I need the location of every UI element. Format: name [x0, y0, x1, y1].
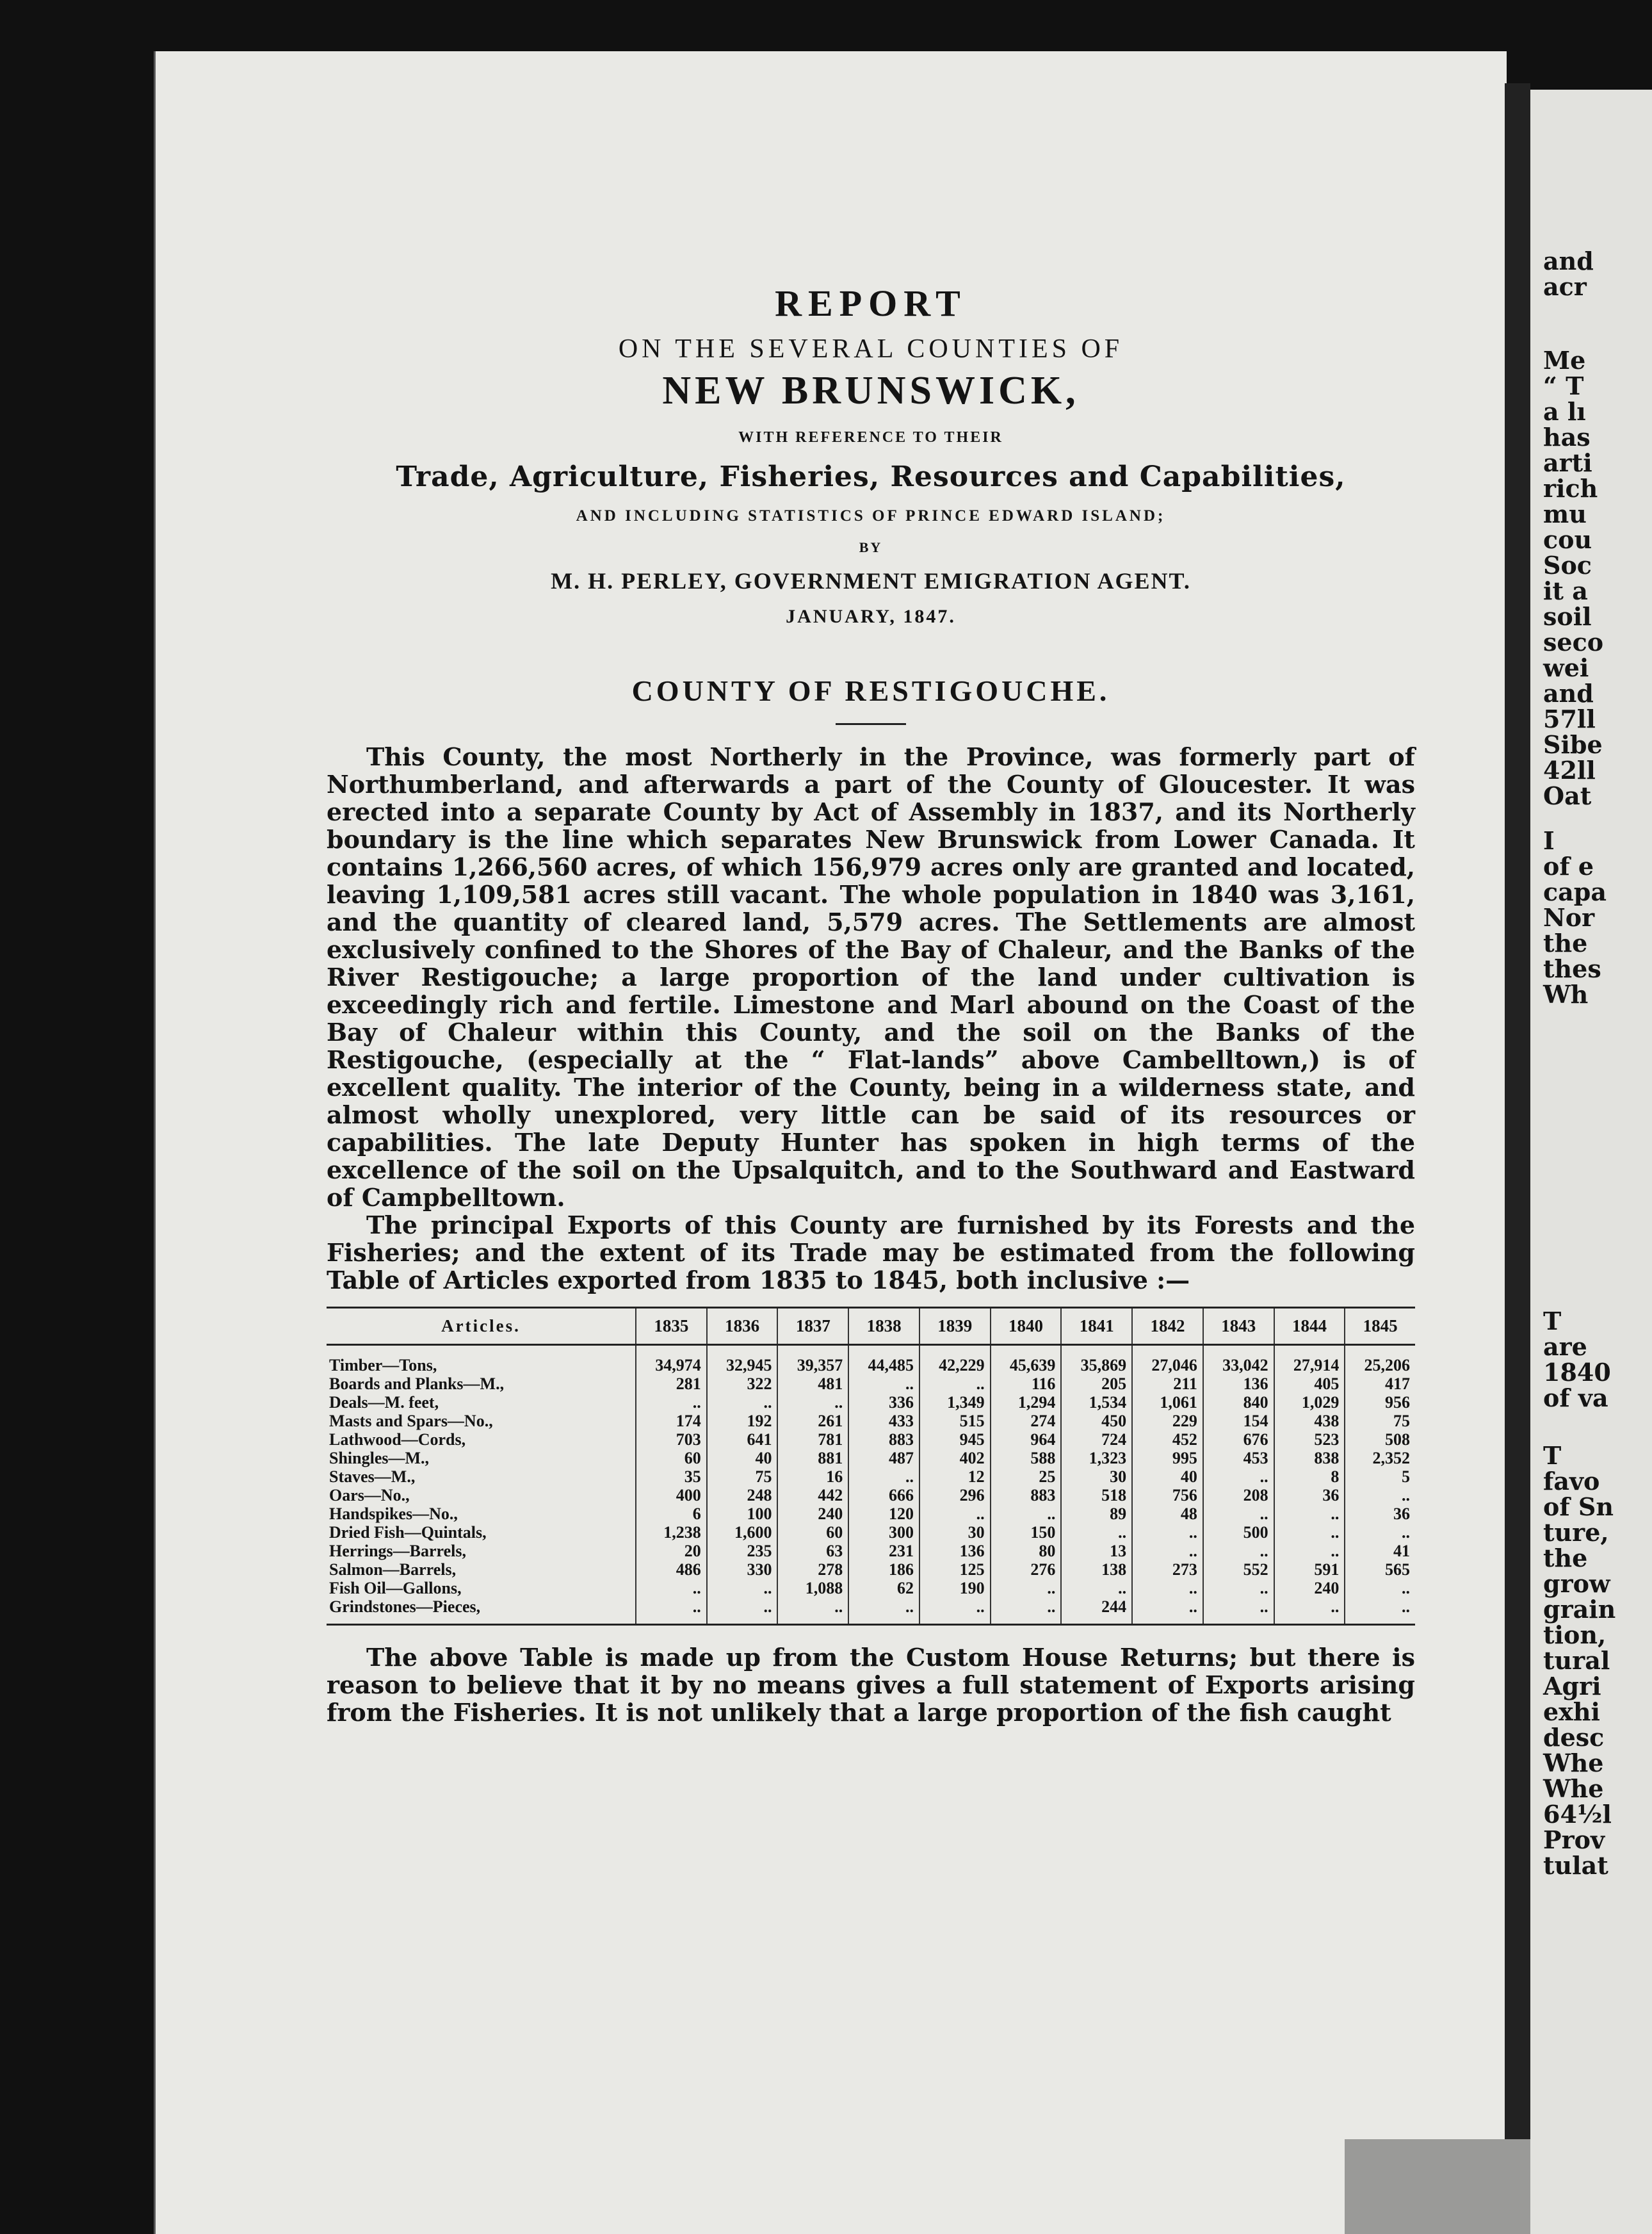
table-cell: 48: [1132, 1504, 1203, 1523]
paragraph-intro: This County, the most Northerly in the Province, was formerly part of Northumberland, and afterwards a part of the County of Gloucester. It was erected into a separate County by Act of Assembly in 1837, and its Northerly boundary is the line which separates New Brunswick from Lower Canada. It contains 1,266,560 acres, of which 156,979 acres only are granted and located, leaving 1,109,581 acres still vacant. The whole population in 1840 was 3,161, and the quantity of cleared land, 5,579 acres. The Settlements are almost exclusively confined to the Shores of the Bay of Chaleur, and the Banks of the River Restigouche; a large proportion of the land under cultivation is exceedingly rich and fertile. Limestone and Marl abound on the Coast of the Bay of Chaleur within this County, and the soil on the Banks of the Restigouche, (especially at the “ Flat-lands” above Cambelltown,) is of excellent quality. The interior of the County, being in a wilderness state, and almost wholly unexplored, very little can be said of its resources or capabilities. The late Deputy Hunter has spoken in high terms of the excellence of the soil on the Upsalquitch, and to the Southward and Eastward of Campbelltown.: [327, 742, 1415, 1212]
table-cell: 42,229: [919, 1345, 991, 1375]
facing-page-fragment: 42ll: [1543, 756, 1596, 785]
table-cell: 956: [1345, 1393, 1415, 1412]
facing-page-fragment: wei: [1543, 653, 1589, 682]
table-cell: 138: [1061, 1560, 1132, 1579]
facing-page-fragment: Sibe: [1543, 730, 1603, 759]
table-cell: 756: [1132, 1486, 1203, 1504]
table-cell: 20: [636, 1542, 707, 1560]
table-cell: ..: [1061, 1579, 1132, 1597]
table-cell: 2,352: [1345, 1449, 1415, 1467]
table-cell: 136: [919, 1542, 991, 1560]
table-row: [327, 1449, 1415, 1467]
table-cell: 240: [777, 1504, 848, 1523]
article-label: Staves—M.,: [329, 1467, 416, 1486]
facing-page-fragment: Whe: [1543, 1749, 1604, 1777]
article-label: Handspikes—No.,: [329, 1504, 458, 1523]
facing-page-fragment: Nor: [1543, 903, 1595, 932]
table-cell: 417: [1345, 1374, 1415, 1393]
by-line: BY: [859, 539, 883, 555]
table-cell: 229: [1132, 1412, 1203, 1430]
table-cell: 552: [1203, 1560, 1274, 1579]
table-cell: 1,349: [919, 1393, 991, 1412]
table-cell: 25: [991, 1467, 1062, 1486]
facing-page-fragment: seco: [1543, 628, 1604, 656]
table-cell: ..: [1274, 1542, 1345, 1560]
table-cell: ..: [1061, 1523, 1132, 1542]
facing-page-fragment: T: [1543, 1441, 1562, 1470]
table-cell: 565: [1345, 1560, 1415, 1579]
table-cell: 453: [1203, 1449, 1274, 1467]
table-cell: ..: [1132, 1542, 1203, 1560]
table-cell: 211: [1132, 1374, 1203, 1393]
table-cell: 235: [707, 1542, 778, 1560]
table-cell: 120: [848, 1504, 919, 1523]
facing-page-fragment: arti: [1543, 448, 1592, 477]
table-cell: 244: [1061, 1597, 1132, 1625]
article-label: Boards and Planks—M.,: [329, 1374, 505, 1393]
table-cell: 231: [848, 1542, 919, 1560]
table-row: [327, 1542, 1415, 1560]
table-cell: 150: [991, 1523, 1062, 1542]
table-cell: 402: [919, 1449, 991, 1467]
table-row: [327, 1345, 1415, 1375]
table-cell: 322: [707, 1374, 778, 1393]
table-row: [327, 1467, 1415, 1486]
facing-page-fragment: of va: [1543, 1383, 1608, 1412]
facing-page-fragment: are: [1543, 1332, 1587, 1361]
table-cell: ..: [1203, 1579, 1274, 1597]
facing-page-fragment: Prov: [1543, 1825, 1605, 1854]
table-cell: 500: [1203, 1523, 1274, 1542]
table-cell: ..: [991, 1504, 1062, 1523]
table-cell: 883: [848, 1430, 919, 1449]
facing-page-fragment: “ T: [1543, 371, 1584, 400]
table-cell: 1,088: [777, 1579, 848, 1597]
table-row: [327, 1374, 1415, 1393]
facing-page-fragment: tulat: [1543, 1851, 1608, 1880]
table-cell: 1,534: [1061, 1393, 1132, 1412]
table-cell: 248: [707, 1486, 778, 1504]
year-header: 1836: [707, 1308, 778, 1345]
article-label: Lathwood—Cords,: [329, 1430, 466, 1449]
table-cell: 45,639: [991, 1345, 1062, 1375]
report-subtitle: ON THE SEVERAL COUNTIES OF: [618, 334, 1124, 364]
year-header: 1843: [1203, 1308, 1274, 1345]
table-cell: 518: [1061, 1486, 1132, 1504]
table-cell: 136: [1203, 1374, 1274, 1393]
table-cell: 1,323: [1061, 1449, 1132, 1467]
table-cell: 515: [919, 1412, 991, 1430]
year-header: 1842: [1132, 1308, 1203, 1345]
subjects-line: Trade, Agriculture, Fisheries, Resources and Capabilities,: [396, 461, 1346, 493]
table-cell: 703: [636, 1430, 707, 1449]
table-cell: 30: [919, 1523, 991, 1542]
table-cell: 1,294: [991, 1393, 1062, 1412]
table-cell: 125: [919, 1560, 991, 1579]
table-cell: 300: [848, 1523, 919, 1542]
table-cell: 296: [919, 1486, 991, 1504]
facing-page-fragment: grow: [1543, 1569, 1610, 1598]
table-cell: 1,600: [707, 1523, 778, 1542]
year-header: 1838: [848, 1308, 919, 1345]
facing-page-fragment: 64½l: [1543, 1800, 1612, 1829]
table-cell: 883: [991, 1486, 1062, 1504]
facing-page-fragment: ture,: [1543, 1518, 1609, 1547]
table-row: [327, 1523, 1415, 1542]
table-cell: 666: [848, 1486, 919, 1504]
table-cell: 438: [1274, 1412, 1345, 1430]
table-cell: 724: [1061, 1430, 1132, 1449]
table-cell: ..: [636, 1597, 707, 1625]
table-cell: ..: [991, 1579, 1062, 1597]
table-cell: ..: [1132, 1523, 1203, 1542]
table-cell: 116: [991, 1374, 1062, 1393]
table-cell: 840: [1203, 1393, 1274, 1412]
table-row: [327, 1430, 1415, 1449]
facing-page-fragment: soil: [1543, 602, 1592, 631]
table-cell: 35: [636, 1467, 707, 1486]
facing-page-fragment: thes: [1543, 954, 1601, 983]
table-cell: 63: [777, 1542, 848, 1560]
table-cell: ..: [1132, 1579, 1203, 1597]
facing-page-fragment: exhi: [1543, 1697, 1600, 1726]
author-line: M. H. PERLEY, GOVERNMENT EMIGRATION AGENT.: [551, 568, 1191, 594]
province-title: NEW BRUNSWICK,: [662, 369, 1080, 412]
table-cell: 89: [1061, 1504, 1132, 1523]
table-cell: 240: [1274, 1579, 1345, 1597]
table-row: [327, 1393, 1415, 1412]
table-cell: 35,869: [1061, 1345, 1132, 1375]
table-cell: ..: [1345, 1486, 1415, 1504]
table-cell: 30: [1061, 1467, 1132, 1486]
table-cell: 27,914: [1274, 1345, 1345, 1375]
table-cell: 16: [777, 1467, 848, 1486]
report-title: REPORT: [775, 282, 967, 324]
table-row: [327, 1412, 1415, 1430]
table-cell: 80: [991, 1542, 1062, 1560]
table-cell: 5: [1345, 1467, 1415, 1486]
facing-page-fragment: it a: [1543, 576, 1588, 605]
table-cell: 12: [919, 1467, 991, 1486]
facing-page-fragment: desc: [1543, 1723, 1605, 1752]
facing-page-fragment: of Sn: [1543, 1492, 1614, 1521]
table-cell: 40: [707, 1449, 778, 1467]
articles-header: Articles.: [441, 1316, 521, 1335]
article-label: Oars—No.,: [329, 1486, 410, 1504]
table-cell: 8: [1274, 1467, 1345, 1486]
table-cell: 881: [777, 1449, 848, 1467]
table-cell: 487: [848, 1449, 919, 1467]
table-cell: 330: [707, 1560, 778, 1579]
table-cell: ..: [919, 1504, 991, 1523]
page-shadow: [1345, 2139, 1530, 2234]
table-cell: 186: [848, 1560, 919, 1579]
table-cell: ..: [707, 1579, 778, 1597]
facing-page-fragment: 1840: [1543, 1358, 1611, 1387]
table-cell: 190: [919, 1579, 991, 1597]
table-cell: 205: [1061, 1374, 1132, 1393]
paragraph-exports: The principal Exports of this County are furnished by its Forests and the Fisheries; and the extent of its Trade may be estimated from the following Table of Articles exported from 1835 to 1845, both inclusive :—: [327, 1211, 1415, 1294]
table-cell: ..: [848, 1467, 919, 1486]
table-cell: ..: [1274, 1523, 1345, 1542]
facing-page-fragment: Whe: [1543, 1774, 1604, 1803]
page-gutter: [1505, 83, 1530, 2234]
facing-page-fragment: cou: [1543, 525, 1592, 554]
table-cell: 945: [919, 1430, 991, 1449]
table-cell: 208: [1203, 1486, 1274, 1504]
table-cell: 486: [636, 1560, 707, 1579]
facing-page-fragment: I: [1543, 826, 1555, 855]
article-label: Fish Oil—Gallons,: [329, 1579, 462, 1597]
facing-page-fragment: Soc: [1543, 551, 1592, 580]
article-label: Grindstones—Pieces,: [329, 1597, 481, 1616]
article-label: Masts and Spars—No.,: [329, 1412, 493, 1430]
table-cell: 32,945: [707, 1345, 778, 1375]
facing-page-fragment: tion,: [1543, 1620, 1607, 1649]
table-header-row: [327, 1308, 1415, 1345]
table-cell: 523: [1274, 1430, 1345, 1449]
table-cell: 405: [1274, 1374, 1345, 1393]
article-label: Salmon—Barrels,: [329, 1560, 457, 1579]
table-cell: 34,974: [636, 1345, 707, 1375]
table-cell: ..: [1203, 1504, 1274, 1523]
year-header: 1840: [991, 1308, 1062, 1345]
facing-page-fragment: and: [1543, 247, 1594, 275]
table-cell: 676: [1203, 1430, 1274, 1449]
article-label: Herrings—Barrels,: [329, 1542, 466, 1560]
section-rule: [836, 723, 906, 725]
facing-page-fragment: Oat: [1543, 781, 1592, 810]
table-cell: 174: [636, 1412, 707, 1430]
table-cell: 62: [848, 1579, 919, 1597]
table-cell: 452: [1132, 1430, 1203, 1449]
year-header: 1839: [919, 1308, 991, 1345]
table-cell: 33,042: [1203, 1345, 1274, 1375]
paragraph-after-table: The above Table is made up from the Custom House Returns; but there is reason to believe that it by no means gives a full statement of Exports arising from the Fisheries. It is not unlikely that a large proportion of the fish caught: [327, 1643, 1415, 1727]
article-label: Dried Fish—Quintals,: [329, 1523, 487, 1542]
table-cell: 964: [991, 1430, 1062, 1449]
table-cell: 450: [1061, 1412, 1132, 1430]
table-cell: 278: [777, 1560, 848, 1579]
table-cell: 336: [848, 1393, 919, 1412]
table-cell: 6: [636, 1504, 707, 1523]
article-label: Deals—M. feet,: [329, 1393, 439, 1412]
facing-page-fragment: of e: [1543, 852, 1594, 881]
table-cell: ..: [1203, 1467, 1274, 1486]
table-cell: ..: [1203, 1542, 1274, 1560]
facing-page-fragment: rich: [1543, 474, 1598, 503]
article-label: Shingles—M.,: [329, 1449, 430, 1467]
table-row: [327, 1486, 1415, 1504]
with-reference-line: WITH REFERENCE TO THEIR: [738, 429, 1003, 446]
facing-page-fragment: tural: [1543, 1646, 1610, 1675]
facing-page-fragment: the: [1543, 929, 1588, 958]
table-cell: 39,357: [777, 1345, 848, 1375]
facing-page-fragment: Wh: [1543, 980, 1589, 1009]
table-cell: ..: [1274, 1504, 1345, 1523]
year-header: 1844: [1274, 1308, 1345, 1345]
facing-page-fragment: Me: [1543, 346, 1586, 375]
facing-page-fragment: acr: [1543, 272, 1587, 301]
table-cell: 433: [848, 1412, 919, 1430]
table-cell: ..: [1274, 1597, 1345, 1625]
table-cell: 261: [777, 1412, 848, 1430]
facing-page-fragment: Agri: [1543, 1672, 1601, 1700]
table-cell: 60: [777, 1523, 848, 1542]
table-cell: 481: [777, 1374, 848, 1393]
table-cell: 154: [1203, 1412, 1274, 1430]
table-cell: 276: [991, 1560, 1062, 1579]
table-cell: ..: [777, 1597, 848, 1625]
table-cell: ..: [1345, 1579, 1415, 1597]
table-cell: 1,061: [1132, 1393, 1203, 1412]
table-cell: ..: [848, 1374, 919, 1393]
table-cell: ..: [636, 1579, 707, 1597]
facing-page-fragment: mu: [1543, 500, 1587, 528]
table-cell: 274: [991, 1412, 1062, 1430]
table-cell: ..: [1345, 1523, 1415, 1542]
table-cell: ..: [707, 1597, 778, 1625]
table-cell: 25,206: [1345, 1345, 1415, 1375]
table-cell: 13: [1061, 1542, 1132, 1560]
table-cell: ..: [707, 1393, 778, 1412]
table-cell: ..: [848, 1597, 919, 1625]
table-cell: ..: [991, 1597, 1062, 1625]
including-line: AND INCLUDING STATISTICS OF PRINCE EDWARD ISLAND;: [576, 507, 1166, 525]
table-cell: ..: [919, 1374, 991, 1393]
facing-page-fragment: favo: [1543, 1467, 1600, 1496]
table-cell: 36: [1345, 1504, 1415, 1523]
table-cell: 442: [777, 1486, 848, 1504]
table-cell: 591: [1274, 1560, 1345, 1579]
table-cell: 27,046: [1132, 1345, 1203, 1375]
table-cell: ..: [1203, 1597, 1274, 1625]
table-cell: 100: [707, 1504, 778, 1523]
table-cell: 60: [636, 1449, 707, 1467]
table-cell: 281: [636, 1374, 707, 1393]
table-cell: 40: [1132, 1467, 1203, 1486]
facing-page-fragment: grain: [1543, 1595, 1616, 1624]
table-cell: 44,485: [848, 1345, 919, 1375]
table-cell: 273: [1132, 1560, 1203, 1579]
table-cell: ..: [1345, 1597, 1415, 1625]
year-header: 1845: [1345, 1308, 1415, 1345]
facing-page-fragment: has: [1543, 423, 1591, 452]
table-body: [327, 1345, 1415, 1625]
table-cell: ..: [919, 1597, 991, 1625]
table-cell: ..: [1132, 1597, 1203, 1625]
table-cell: 781: [777, 1430, 848, 1449]
table-cell: 838: [1274, 1449, 1345, 1467]
facing-page-fragment: a lı: [1543, 397, 1586, 426]
table-row: [327, 1504, 1415, 1523]
table-cell: ..: [777, 1393, 848, 1412]
table-cell: 41: [1345, 1542, 1415, 1560]
section-heading: COUNTY OF RESTIGOUCHE.: [631, 674, 1110, 707]
table-row: [327, 1579, 1415, 1597]
exports-table: [327, 1307, 1415, 1626]
table-cell: 588: [991, 1449, 1062, 1467]
facing-page-fragment: capa: [1543, 877, 1607, 906]
table-cell: 641: [707, 1430, 778, 1449]
table-row: [327, 1560, 1415, 1579]
table-cell: ..: [636, 1393, 707, 1412]
table-cell: 1,029: [1274, 1393, 1345, 1412]
table-cell: 75: [1345, 1412, 1415, 1430]
facing-page-fragment: the: [1543, 1544, 1588, 1572]
year-header: 1837: [777, 1308, 848, 1345]
table-cell: 75: [707, 1467, 778, 1486]
year-header: 1835: [636, 1308, 707, 1345]
facing-page-fragment: T: [1543, 1307, 1562, 1335]
table-cell: 36: [1274, 1486, 1345, 1504]
article-label: Timber—Tons,: [329, 1356, 437, 1374]
date-line: JANUARY, 1847.: [786, 606, 956, 627]
facing-page-fragment: 57ll: [1543, 705, 1596, 733]
table-cell: 1,238: [636, 1523, 707, 1542]
facing-page-fragment: and: [1543, 679, 1594, 708]
table-cell: 192: [707, 1412, 778, 1430]
table-row: [327, 1597, 1415, 1625]
table-cell: 400: [636, 1486, 707, 1504]
page-content: [327, 282, 1415, 1726]
table-cell: 508: [1345, 1430, 1415, 1449]
year-header: 1841: [1061, 1308, 1132, 1345]
table-cell: 995: [1132, 1449, 1203, 1467]
